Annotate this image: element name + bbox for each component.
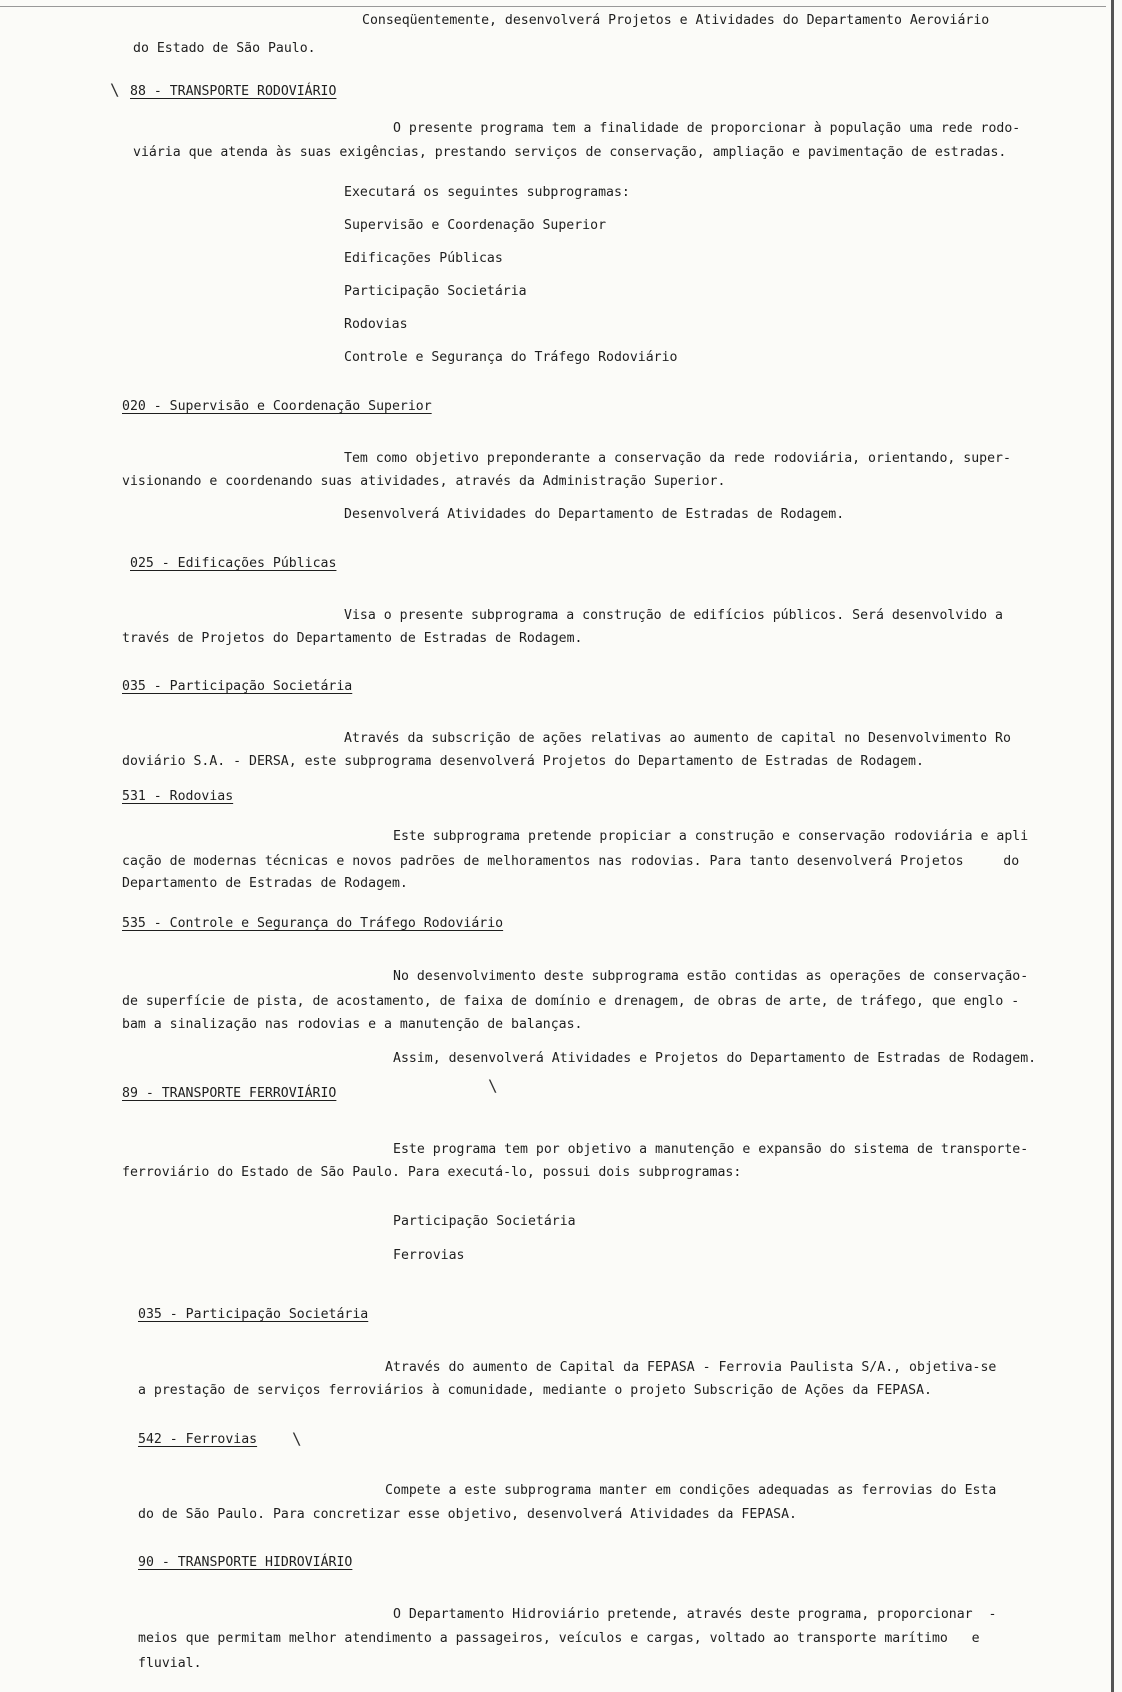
section-heading: 020 - Supervisão e Coordenação Superior	[122, 399, 432, 414]
text-line: Desenvolverá Atividades do Departamento de Estradas de Rodagem.	[344, 507, 845, 522]
text-line: O Departamento Hidroviário pretende, através deste programa, proporcionar -	[393, 1607, 997, 1622]
text-line: No desenvolvimento deste subprograma estão contidas as operações de conservação-	[393, 969, 1029, 984]
top-border-line	[0, 6, 1106, 7]
stray-mark: \	[110, 80, 120, 99]
text-line: Ferrovias	[393, 1248, 465, 1263]
text-line: viária que atenda às suas exigências, prestando serviços de conservação, ampliação e pavimentação de estradas.	[133, 145, 1007, 160]
text-line: Executará os seguintes subprogramas:	[344, 185, 630, 200]
text-line: de superfície de pista, de acostamento, de faixa de domínio e drenagem, de obras de arte, de tráfego, que englo -	[122, 994, 1020, 1009]
text-line: Supervisão e Coordenação Superior	[344, 218, 607, 233]
text-line: do de São Paulo. Para concretizar esse objetivo, desenvolverá Atividades da FEPASA.	[138, 1507, 797, 1522]
text-line: a prestação de serviços ferroviários à comunidade, mediante o projeto Subscrição de Ações da FEPASA.	[138, 1383, 932, 1398]
section-heading: 035 - Participação Societária	[122, 679, 353, 694]
text-line: do Estado de São Paulo.	[133, 41, 316, 56]
stray-mark: \	[292, 1429, 302, 1448]
section-heading: 535 - Controle e Segurança do Tráfego Rodoviário	[122, 916, 504, 931]
text-line: Participação Societária	[344, 284, 527, 299]
section-heading: 025 - Edificações Públicas	[130, 556, 337, 571]
text-line: doviário S.A. - DERSA, este subprograma desenvolverá Projetos do Departamento de Estradas de Rodagem.	[122, 754, 924, 769]
text-line: Este programa tem por objetivo a manutenção e expansão do sistema de transporte-	[393, 1142, 1029, 1157]
text-line: Compete a este subprograma manter em condições adequadas as ferrovias do Esta	[385, 1483, 997, 1498]
text-line: Controle e Segurança do Tráfego Rodoviário	[344, 350, 678, 365]
text-line: O presente programa tem a finalidade de proporcionar à população uma rede rodo-	[393, 121, 1021, 136]
right-margin-line	[1111, 0, 1114, 1692]
section-heading: 542 - Ferrovias	[138, 1432, 258, 1447]
text-line: meios que permitam melhor atendimento a passageiros, veículos e cargas, voltado ao transporte marítimo e	[138, 1631, 980, 1646]
text-line: Este subprograma pretende propiciar a construção e conservação rodoviária e apli	[393, 829, 1029, 844]
text-line: visionando e coordenando suas atividades, através da Administração Superior.	[122, 474, 726, 489]
text-line: Rodovias	[344, 317, 408, 332]
text-line: Conseqüentemente, desenvolverá Projetos e Atividades do Departamento Aeroviário	[362, 13, 990, 28]
section-heading: 88 - TRANSPORTE RODOVIÁRIO	[130, 84, 337, 99]
section-heading: 035 - Participação Societária	[138, 1307, 369, 1322]
text-line: bam a sinalização nas rodovias e a manutenção de balanças.	[122, 1017, 583, 1032]
text-line: Edificações Públicas	[344, 251, 503, 266]
text-line: Através da subscrição de ações relativas ao aumento de capital no Desenvolvimento Ro	[344, 731, 1011, 746]
text-line: ferroviário do Estado de São Paulo. Para executá-lo, possui dois subprogramas:	[122, 1165, 742, 1180]
text-line: Assim, desenvolverá Atividades e Projetos do Departamento de Estradas de Rodagem.	[393, 1051, 1037, 1066]
stray-mark: \	[488, 1076, 498, 1095]
section-heading: 89 - TRANSPORTE FERROVIÁRIO	[122, 1086, 337, 1101]
text-line: Através do aumento de Capital da FEPASA - Ferrovia Paulista S/A., objetiva-se	[385, 1360, 997, 1375]
text-line: Participação Societária	[393, 1214, 576, 1229]
section-heading: 531 - Rodovias	[122, 789, 234, 804]
text-line: través de Projetos do Departamento de Estradas de Rodagem.	[122, 631, 583, 646]
text-line: Tem como objetivo preponderante a conservação da rede rodoviária, orientando, super-	[344, 451, 1011, 466]
section-heading: 90 - TRANSPORTE HIDROVIÁRIO	[138, 1555, 353, 1570]
text-line: fluvial.	[138, 1656, 202, 1671]
text-line: Visa o presente subprograma a construção de edifícios públicos. Será desenvolvido a	[344, 608, 1003, 623]
text-line: cação de modernas técnicas e novos padrões de melhoramentos nas rodovias. Para tanto desenvolverá Projetos do	[122, 854, 1020, 869]
text-line: Departamento de Estradas de Rodagem.	[122, 876, 408, 891]
